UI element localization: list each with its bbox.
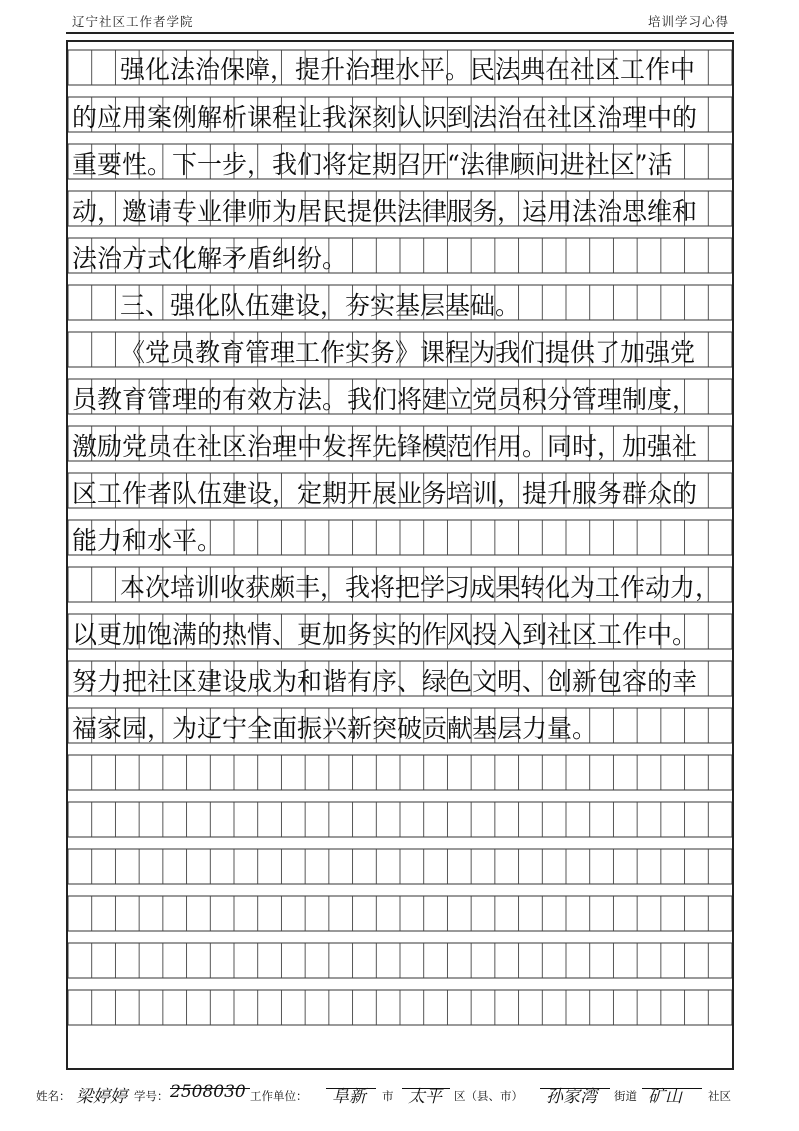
street-value: 孙家湾: [546, 1087, 597, 1107]
grid-paper: [66, 40, 734, 1070]
text-line: 《党员教育管理工作实务》课程为我们提供了加强党: [120, 338, 696, 367]
text-line: 强化法治保障，提升治理水平。民法典在社区工作中: [120, 55, 696, 84]
text-line: 三、强化队伍建设，夯实基层基础。: [120, 291, 521, 320]
street-underline: [540, 1088, 610, 1089]
district-underline: [402, 1088, 450, 1089]
city-value: 阜新: [332, 1087, 366, 1107]
text-line: 能力和水平。: [72, 526, 223, 555]
id-value: 2508030: [170, 1082, 246, 1102]
name-label: 姓名：: [36, 1089, 71, 1103]
text-line: 重要性。下一步，我们将定期召开“法律顾问进社区”活: [72, 150, 673, 179]
text-line: 法治方式化解矛盾纠纷。: [72, 244, 348, 273]
text-line: 以更加饱满的热情、更加务实的作风投入到社区工作中。: [72, 620, 698, 649]
header-rule: [66, 32, 734, 34]
text-line: 员教育管理的有效方法。我们将建立党员积分管理制度，: [72, 385, 698, 414]
text-line: 努力把社区建设成为和谐有序、绿色文明、创新包容的幸: [72, 667, 698, 696]
name-value: 梁婷婷: [76, 1087, 127, 1107]
footer-info: [36, 1082, 756, 1108]
id-label: 学号：: [134, 1089, 169, 1103]
text-line: 福家园，为辽宁全面振兴新突破贡献基层力量。: [72, 714, 598, 743]
district-label: 区（县、市）: [454, 1089, 523, 1103]
text-line: 区工作者队伍建设，定期开展业务培训，提升服务群众的: [72, 479, 698, 508]
unit-label: 工作单位：: [250, 1089, 308, 1103]
header-right-title: 培训学习心得: [647, 14, 729, 29]
text-line: 本次培训收获颇丰，我将把学习成果转化为工作动力，: [120, 573, 721, 602]
header-left-title: 辽宁社区工作者学院: [72, 14, 194, 29]
community-underline: [642, 1088, 702, 1089]
city-label: 市: [382, 1089, 394, 1103]
community-value: 矿山: [648, 1087, 682, 1107]
district-value: 太平: [408, 1087, 442, 1107]
id-underline: [170, 1088, 250, 1089]
city-underline: [326, 1088, 376, 1089]
street-label: 街道: [614, 1089, 637, 1103]
text-line: 的应用案例解析课程让我深刻认识到法治在社区治理中的: [72, 103, 698, 132]
community-label: 社区: [708, 1089, 731, 1103]
text-line: 动，邀请专业律师为居民提供法律服务，运用法治思维和: [72, 197, 698, 226]
text-line: 激励党员在社区治理中发挥先锋模范作用。同时，加强社: [72, 432, 698, 461]
